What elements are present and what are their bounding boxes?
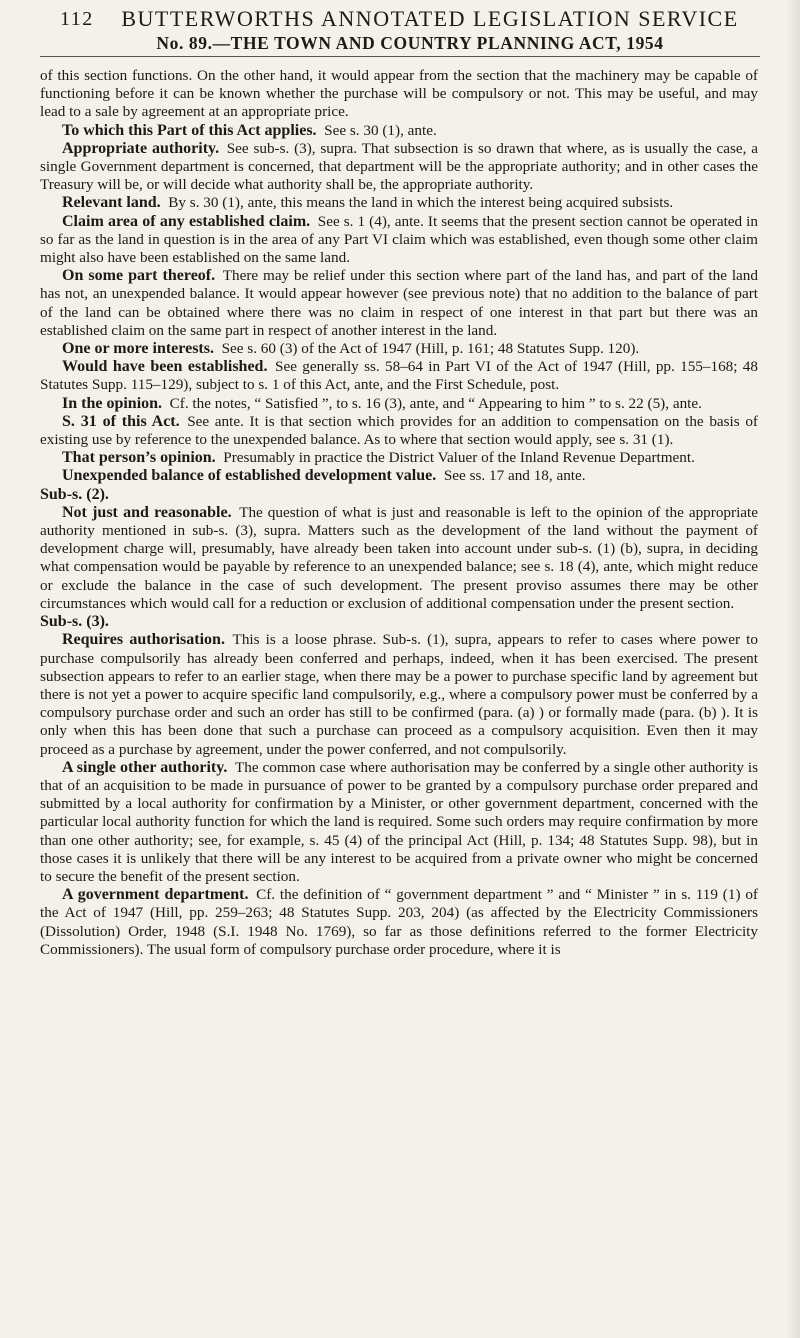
annotation-paragraph xyxy=(40,140,758,195)
annotation-paragraph xyxy=(40,194,758,212)
annotation-paragraph xyxy=(40,267,758,340)
annotation-paragraph xyxy=(40,122,758,140)
annotation-text: The question of what is just and reasonable is left to the opinion of the appropriate authority mentioned in sub-s. (3), supra. Matters such as the development of the land without the payment of development charge will, presumably, have already been taken into account under sub-s. (1) (b), supra, in deciding what compensation would be payable by reference to an unexpended balance; see s. 18 (4), ante, which might reduce or exclude the balance in the case of such development. The present proviso assumes there may be other circumstances which would call for a reduction or exclusion of additional compensation under the present section. xyxy=(40,503,759,612)
subsection-heading xyxy=(40,486,758,504)
annotation-heading: Requires authorisation. xyxy=(62,631,225,649)
annotation-heading: Relevant land. xyxy=(62,194,161,212)
annotation-heading: Would have been established. xyxy=(62,358,268,376)
annotation-heading: On some part thereof. xyxy=(62,267,216,285)
annotation-text: There may be relief under this section where part of the land has, and part of the land has not, an unexpended balance. It would appear however (see previous note) that no addition to the balance of part of the land can be obtained where there was no claim in respect of one interest in that part but there was an established claim on the same part in respect of another interest in the land. xyxy=(40,267,758,339)
page-number: 112 xyxy=(60,8,94,30)
running-title: BUTTERWORTHS ANNOTATED LEGISLATION SERVICE xyxy=(121,6,739,31)
annotation-paragraph xyxy=(40,504,758,613)
annotation-heading: Not just and reasonable. xyxy=(62,503,232,521)
annotation-text: The common case where authorisation may be conferred by a single other authority is that of an acquisition to be made in pursuance of power to be granted by a compulsory purchase order prepared and submitted by a local authority for confirmation by a Minister, or other government department, concerned with the particular local authority function for which the land is required. Some such orders may require confirmation by more than one other authority; see, for example, s. 45 (4) of the principal Act (Hill, p. 134; 48 Statutes Supp. 98), but in those cases it is unlikely that there will be any interest to be acquired from a private owner who might be concerned to secure the benefit of the present section. xyxy=(40,758,759,885)
annotation-text: See s. 60 (3) of the Act of 1947 (Hill, p. 161; 48 Statutes Supp. 120). xyxy=(221,340,640,358)
annotation-paragraph xyxy=(40,358,758,394)
annotation-heading: Unexpended balance of established development value. xyxy=(62,467,437,485)
subsection-label: Sub-s. (3). xyxy=(40,613,109,631)
annotation-heading: A government department. xyxy=(62,886,249,904)
annotation-heading: To which this Part of this Act applies. xyxy=(62,121,317,139)
annotation-paragraph xyxy=(40,67,758,122)
header-rule xyxy=(40,56,760,57)
annotation-heading: That person’s opinion. xyxy=(62,449,216,467)
annotation-text: See sub-s. (3), supra. That subsection is so drawn that where, as is usually the case, a single Government department is concerned, that department will be the appropriate authority; and in other cases the Treasury will be, or will decide what authority shall be, the appropriate authority. xyxy=(40,139,758,194)
annotation-heading: In the opinion. xyxy=(62,394,163,412)
running-head xyxy=(60,6,760,32)
annotation-paragraph xyxy=(40,413,758,449)
annotation-paragraph xyxy=(40,631,758,758)
annotation-text: Cf. the definition of “ government department ” and “ Minister ” in s. 119 (1) of the Act of 1947 (Hill, pp. 259–263; 48 Statutes Supp. 203, 204) (as affected by the Electricity Commissioners (Dissolution) Order, 1948 (S.I. 1948 No. 1769), so far as those definitions referred to the former Electricity Commissioners). The usual form of compulsory purchase order procedure, where it is xyxy=(40,886,758,958)
annotation-paragraph xyxy=(40,759,758,886)
annotation-text: By s. 30 (1), ante, this means the land in which the interest being acquired subsists. xyxy=(168,194,674,212)
annotation-text: of this section functions. On the other hand, it would appear from the section that the machinery may be capable of functioning before it can be known whether the purchase will be compulsory or not. This may be useful, and may lead to a sale by agreement at an appropriate price. xyxy=(40,67,758,121)
annotation-paragraph xyxy=(40,395,758,413)
annotation-text: This is a loose phrase. Sub-s. (1), supra, appears to refer to cases where power to purchase compulsorily has already been conferred and perhaps, indeed, when it has been exercised. The present subsection appears to refer to an earlier stage, when there may be a power to purchase specific land by agreement but there is not yet a power to acquire specific land compulsorily, e.g., where a compulsory power must be conferred by a compulsory purchase order and such an order has still to be confirmed (para. (a) ) or formally made (para. (b) ). It is only when this has been done that such a purchase can proceed as a compulsory acquisition. Even then it may proceed as a purchase by agreement, under the power conferred, and not compulsorily. xyxy=(40,631,758,758)
scan-edge-shadow xyxy=(786,0,800,1338)
annotation-text: See ante. It is that section which provides for an addition to compensation on the basis of existing use by reference to the unexpended balance. As to where that section would apply, see s. 31 (1). xyxy=(40,412,758,449)
annotation-paragraph xyxy=(40,449,758,467)
annotation-heading: One or more interests. xyxy=(62,340,214,358)
annotation-text: See ss. 17 and 18, ante. xyxy=(443,467,586,485)
subsection-label: Sub-s. (2). xyxy=(40,485,109,503)
annotation-text: See generally ss. 58–64 in Part VI of the Act of 1947 (Hill, pp. 155–168; 48 Statutes Supp. 115–129), subject to s. 1 of this Act, ante, and the First Schedule, post. xyxy=(40,358,758,394)
annotation-paragraph xyxy=(40,213,758,268)
annotation-paragraph xyxy=(40,340,758,358)
annotation-text: See s. 30 (1), ante. xyxy=(324,121,437,139)
annotation-heading: S. 31 of this Act. xyxy=(62,412,180,430)
page-header xyxy=(60,6,760,54)
annotation-heading: Claim area of any established claim. xyxy=(62,212,311,230)
annotation-text: See s. 1 (4), ante. It seems that the present section cannot be operated in so far as the land in question is in the area of any Part VI claim which was established, even though some other claim might also have been established on the same land. xyxy=(40,212,758,267)
annotation-text: Presumably in practice the District Valuer of the Inland Revenue Department. xyxy=(223,449,695,467)
annotation-heading: A single other authority. xyxy=(62,758,228,776)
page-body xyxy=(40,67,758,959)
subsection-heading xyxy=(40,613,758,631)
annotation-paragraph xyxy=(40,467,758,485)
annotation-heading: Appropriate authority. xyxy=(62,139,220,157)
annotation-paragraph xyxy=(40,886,758,959)
act-title: No. 89.—THE TOWN AND COUNTRY PLANNING ACT, 1954 xyxy=(156,33,664,53)
annotation-text: Cf. the notes, “ Satisfied ”, to s. 16 (3), ante, and “ Appearing to him ” to s. 22 (5), ante. xyxy=(169,394,702,412)
